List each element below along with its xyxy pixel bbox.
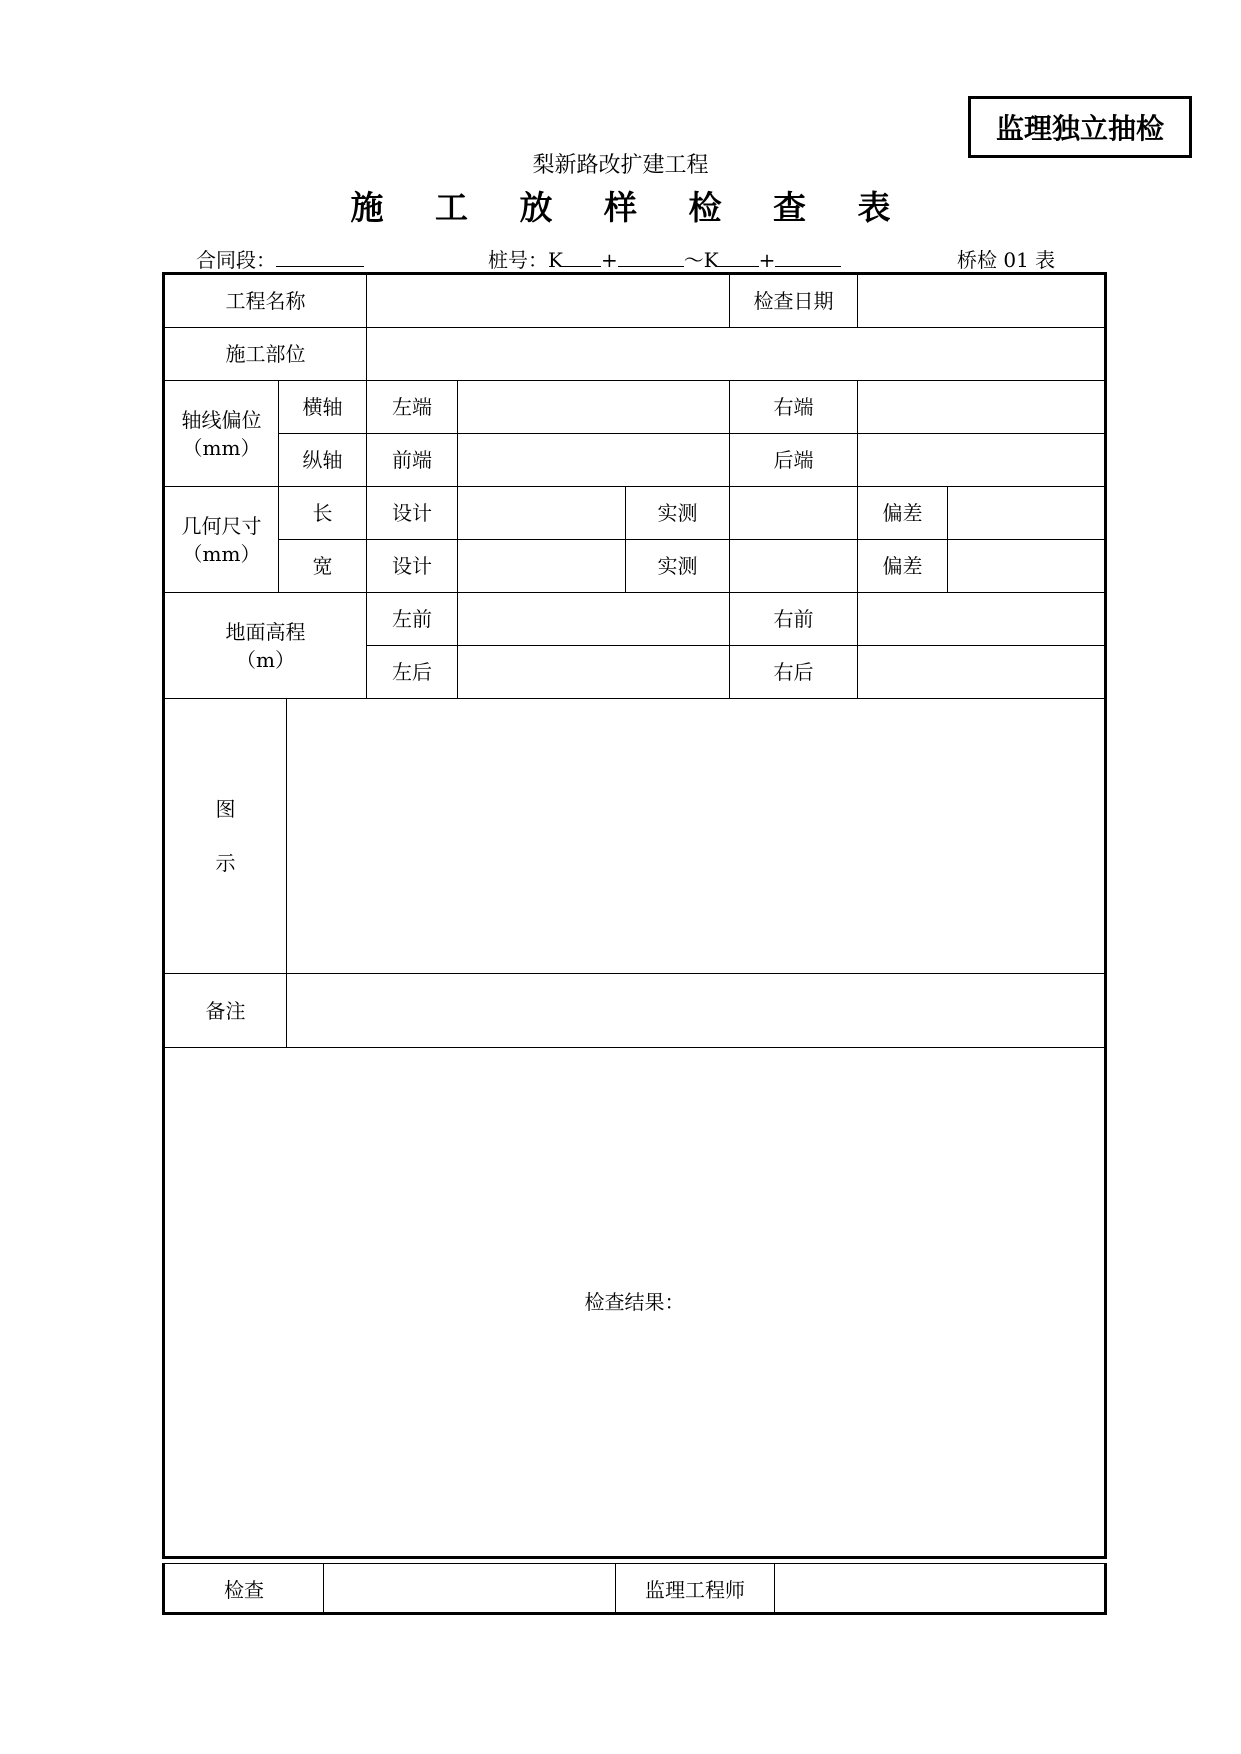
stake-blank-2[interactable] [618, 246, 684, 267]
construction-part-field[interactable] [367, 328, 1106, 381]
length-label: 长 [279, 487, 367, 540]
check-date-field[interactable] [858, 274, 1106, 328]
check-label: 检查 [164, 1564, 324, 1614]
stake-plus-1: + [600, 248, 618, 272]
front-end-field[interactable] [458, 434, 730, 487]
right-end-label: 右端 [730, 381, 858, 434]
project-name-field[interactable] [367, 274, 730, 328]
check-field[interactable] [324, 1564, 616, 1614]
ground-elevation-text: 地面高程 [225, 619, 306, 644]
width-measured-label: 实测 [626, 540, 730, 593]
rear-end-label: 后端 [730, 434, 858, 487]
width-deviation-label: 偏差 [858, 540, 948, 593]
supervision-stamp: 监理独立抽检 [968, 96, 1192, 158]
length-measured-field[interactable] [730, 487, 858, 540]
axis-offset-text: 轴线偏位 [181, 407, 262, 432]
result-area[interactable] [164, 1048, 1106, 1558]
width-label: 宽 [279, 540, 367, 593]
left-front-label: 左前 [367, 593, 458, 646]
geometry-text: 几何尺寸 [181, 513, 262, 538]
length-measured-label: 实测 [626, 487, 730, 540]
left-front-field[interactable] [458, 593, 730, 646]
contract-section [196, 244, 364, 273]
left-rear-field[interactable] [458, 646, 730, 699]
stake-tilde: ～K [683, 248, 719, 272]
longitudinal-axis-label: 纵轴 [279, 434, 367, 487]
left-end-field[interactable] [458, 381, 730, 434]
signature-row [162, 1563, 1107, 1615]
check-date-label: 检查日期 [730, 274, 858, 328]
width-design-field[interactable] [458, 540, 626, 593]
stake-plus-2: + [758, 248, 776, 272]
inspection-table [162, 272, 1107, 1559]
stake-label: 桩号：K [488, 248, 563, 272]
diagram-label [164, 699, 287, 974]
ground-elevation-unit: （m） [236, 647, 295, 672]
left-rear-label: 左后 [367, 646, 458, 699]
left-end-label: 左端 [367, 381, 458, 434]
remarks-label: 备注 [164, 974, 287, 1048]
supervisor-label: 监理工程师 [616, 1564, 775, 1614]
right-rear-label: 右后 [730, 646, 858, 699]
diagram-char-1: 图 [215, 797, 236, 821]
stake-number [488, 244, 841, 273]
geometry-label [164, 487, 279, 593]
stake-blank-1[interactable] [563, 246, 601, 267]
ground-elevation-label [164, 593, 367, 699]
axis-offset-label [164, 381, 279, 487]
transverse-axis-label: 横轴 [279, 381, 367, 434]
remarks-field[interactable] [287, 974, 1106, 1048]
length-deviation-label: 偏差 [858, 487, 948, 540]
geometry-unit: （mm） [182, 541, 261, 566]
project-name-label: 工程名称 [164, 274, 367, 328]
contract-blank[interactable] [276, 246, 364, 267]
diagram-area[interactable] [287, 699, 1106, 974]
form-title: 施 工 放 样 检 查 表 [350, 188, 911, 227]
length-design-field[interactable] [458, 487, 626, 540]
right-front-label: 右前 [730, 593, 858, 646]
diagram-char-2: 示 [215, 851, 236, 875]
right-front-field[interactable] [858, 593, 1106, 646]
right-end-field[interactable] [858, 381, 1106, 434]
width-measured-field[interactable] [730, 540, 858, 593]
length-deviation-field[interactable] [948, 487, 1106, 540]
length-design-label: 设计 [367, 487, 458, 540]
project-subtitle: 梨新路改扩建工程 [532, 153, 709, 178]
front-end-label: 前端 [367, 434, 458, 487]
stake-blank-4[interactable] [775, 246, 841, 267]
contract-label: 合同段： [196, 248, 276, 272]
construction-part-label: 施工部位 [164, 328, 367, 381]
rear-end-field[interactable] [858, 434, 1106, 487]
form-code: 桥检 01 表 [957, 248, 1056, 272]
stake-blank-3[interactable] [719, 246, 759, 267]
width-deviation-field[interactable] [948, 540, 1106, 593]
width-design-label: 设计 [367, 540, 458, 593]
right-rear-field[interactable] [858, 646, 1106, 699]
result-label: 检查结果： [584, 1290, 685, 1314]
axis-offset-unit: （mm） [182, 435, 261, 460]
supervisor-field[interactable] [775, 1564, 1106, 1614]
